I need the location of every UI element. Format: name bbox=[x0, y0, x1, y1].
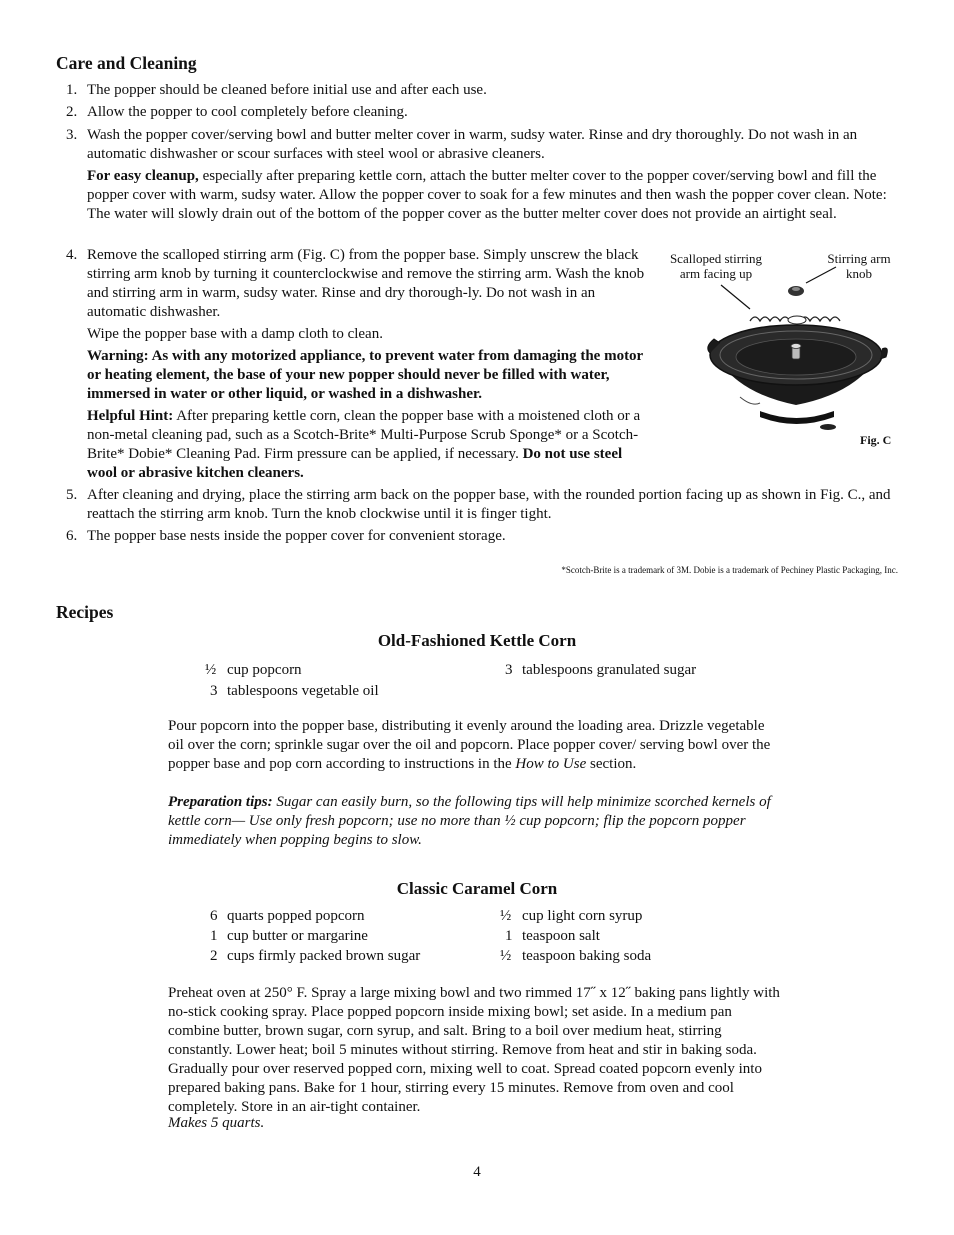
stirring-knob-icon bbox=[788, 286, 804, 296]
kettle-corn-title: Old-Fashioned Kettle Corn bbox=[377, 631, 577, 650]
figure-label-arm: Scalloped stirring arm facing up bbox=[669, 251, 763, 281]
caramel-yield: Makes 5 quarts. bbox=[168, 1115, 265, 1131]
warning-paragraph: Warning: As with any motorized appliance, to prevent water from damaging the motor or heating element, the base of your new popper should never be filled with water, immersed in water or other liquid, or washed in a dishwasher. bbox=[87, 348, 643, 402]
ingredient-item: cups firmly packed brown sugar bbox=[227, 948, 421, 964]
list-number: 4. bbox=[66, 247, 78, 263]
caramel-directions: Preheat oven at 250° F. Spray a large mixing bowl and two rimmed 17˝ x 12˝ baking pans lightly with no-stick cooking spray. Place popped popcorn inside mixing bowl; set aside. In a medium pan combine butter, brown sugar, corn syrup, and salt. Bring to a boil over medium heat, stirring constantly. Lower heat; boil 5 minutes without stirring. Remove from heat and stir in baking soda. Gradually pour over reserved popped corn, mixing well to coat. Spread coated popcorn evenly into prepared baking pans. Bake for 1 hour, stirring every 15 minutes. Remove from oven and cool completely. Store in an air-tight container. bbox=[168, 985, 780, 1115]
page-number: 4 bbox=[473, 1164, 481, 1180]
ingredient-item: cup popcorn bbox=[227, 662, 302, 678]
ingredient-qty: ½ bbox=[205, 662, 217, 678]
hint-text: After preparing kettle corn, clean the popper base with a moistened cloth or a non-metal cleaning pad, such as a Scotch-Brite* Multi-Purpose Scrub Sponge* or a Scotch-Brite* Dobie* Cleaning Pad. Firm pressure can be applied, if necessary. bbox=[87, 408, 641, 462]
list-number: 3. bbox=[66, 127, 78, 143]
ingredient-item: quarts popped popcorn bbox=[227, 908, 365, 924]
figure-label-knob: Stirring arm knob bbox=[827, 251, 891, 281]
popper-illustration bbox=[700, 265, 900, 435]
kettle-preparation-tips: Preparation tips: Sugar can easily burn, so the following tips will help minimize scorched kernels of kettle corn— Use only fresh popcorn; use no more than ½ cup popcorn; flip the popcorn popper immediately when popping begins to slow. bbox=[168, 794, 771, 848]
ingredient-qty: 3 bbox=[210, 683, 218, 699]
arm-leader-line bbox=[721, 285, 750, 309]
ingredient-qty: ½ bbox=[500, 908, 512, 924]
ingredient-item: tablespoons granulated sugar bbox=[522, 662, 697, 678]
ingredient-item: teaspoon baking soda bbox=[522, 948, 652, 964]
hint-warning: Do not use steel wool or abrasive kitchen cleaners. bbox=[87, 446, 623, 481]
ingredient-item: cup butter or margarine bbox=[227, 928, 368, 944]
ingredient-qty: 1 bbox=[210, 928, 218, 944]
ingredient-qty: 3 bbox=[505, 662, 513, 678]
care-heading: Care and Cleaning bbox=[56, 53, 197, 73]
easy-cleanup-paragraph bbox=[87, 167, 897, 224]
list-number: 1. bbox=[66, 82, 78, 98]
ingredient-item: teaspoon salt bbox=[522, 928, 600, 944]
list-item: The popper base nests inside the popper cover for convenient storage. bbox=[87, 528, 506, 544]
list-item: Allow the popper to cool completely before cleaning. bbox=[87, 104, 408, 120]
list-item: Wash the popper cover/serving bowl and butter melter cover in warm, sudsy water. Rinse and dry thoroughly. Do not wash in an automatic dishwasher or scour surfaces with steel wool or abrasive cleaners. bbox=[87, 127, 858, 162]
ingredient-qty: 1 bbox=[505, 928, 513, 944]
list-item: After cleaning and drying, place the stirring arm back on the popper base, with the rounded portion facing up as shown in Fig. C., and reattach the stirring arm knob. Turn the knob clockwise until it is finger tight. bbox=[87, 487, 891, 522]
ingredient-qty: 2 bbox=[210, 948, 218, 964]
figure-caption: Fig. C bbox=[860, 433, 892, 447]
helpful-hint-paragraph bbox=[87, 407, 647, 483]
knob-leader-line bbox=[806, 267, 836, 283]
list-number: 6. bbox=[66, 528, 78, 544]
hint-lead: Helpful Hint: bbox=[87, 408, 174, 424]
list-number: 5. bbox=[66, 487, 78, 503]
caramel-corn-title: Classic Caramel Corn bbox=[396, 879, 558, 898]
kettle-directions: Pour popcorn into the popper base, distributing it evenly around the loading area. Drizzle vegetable oil over the corn; sprinkle sugar over the oil and popcorn. Place popper cover/ serving bowl over the popper base and pop corn according to instructions in the How to Use section. bbox=[168, 718, 771, 772]
ingredient-qty: 6 bbox=[210, 908, 218, 924]
recipes-heading: Recipes bbox=[56, 602, 114, 622]
wipe-paragraph: Wipe the popper base with a damp cloth to clean. bbox=[87, 326, 383, 342]
ingredient-item: tablespoons vegetable oil bbox=[227, 683, 379, 699]
tips-lead: Preparation tips: bbox=[168, 794, 273, 810]
popper-base-icon bbox=[708, 325, 888, 430]
trademark-footnote: *Scotch-Brite is a trademark of 3M. Dobie is a trademark of Pechiney Plastic Packaging, Inc. bbox=[561, 565, 898, 575]
list-item: The popper should be cleaned before initial use and after each use. bbox=[87, 82, 487, 98]
easy-cleanup-text: especially after preparing kettle corn, attach the butter melter cover to the popper cover/serving bowl and fill the popper cover with warm, sudsy water. Allow the popper cover to soak for a few minutes and then wash the popper cover clean. Note: The water will slowly drain out of the bottom of the popper cover as the butter melter cover does not provide an airtight seal. bbox=[87, 168, 887, 222]
list-number: 2. bbox=[66, 104, 78, 120]
ingredient-item: cup light corn syrup bbox=[522, 908, 643, 924]
list-item: Remove the scalloped stirring arm (Fig. C) from the popper base. Simply unscrew the black stirring arm knob by turning it counterclockwise and remove the stirring arm. Wash the knob and stirring arm in warm, sudsy water. Rinse and dry thorough-ly. Do not wash in an automatic dishwasher. bbox=[87, 247, 645, 320]
ingredient-qty: ½ bbox=[500, 948, 512, 964]
easy-cleanup-lead: For easy cleanup, bbox=[87, 168, 199, 184]
